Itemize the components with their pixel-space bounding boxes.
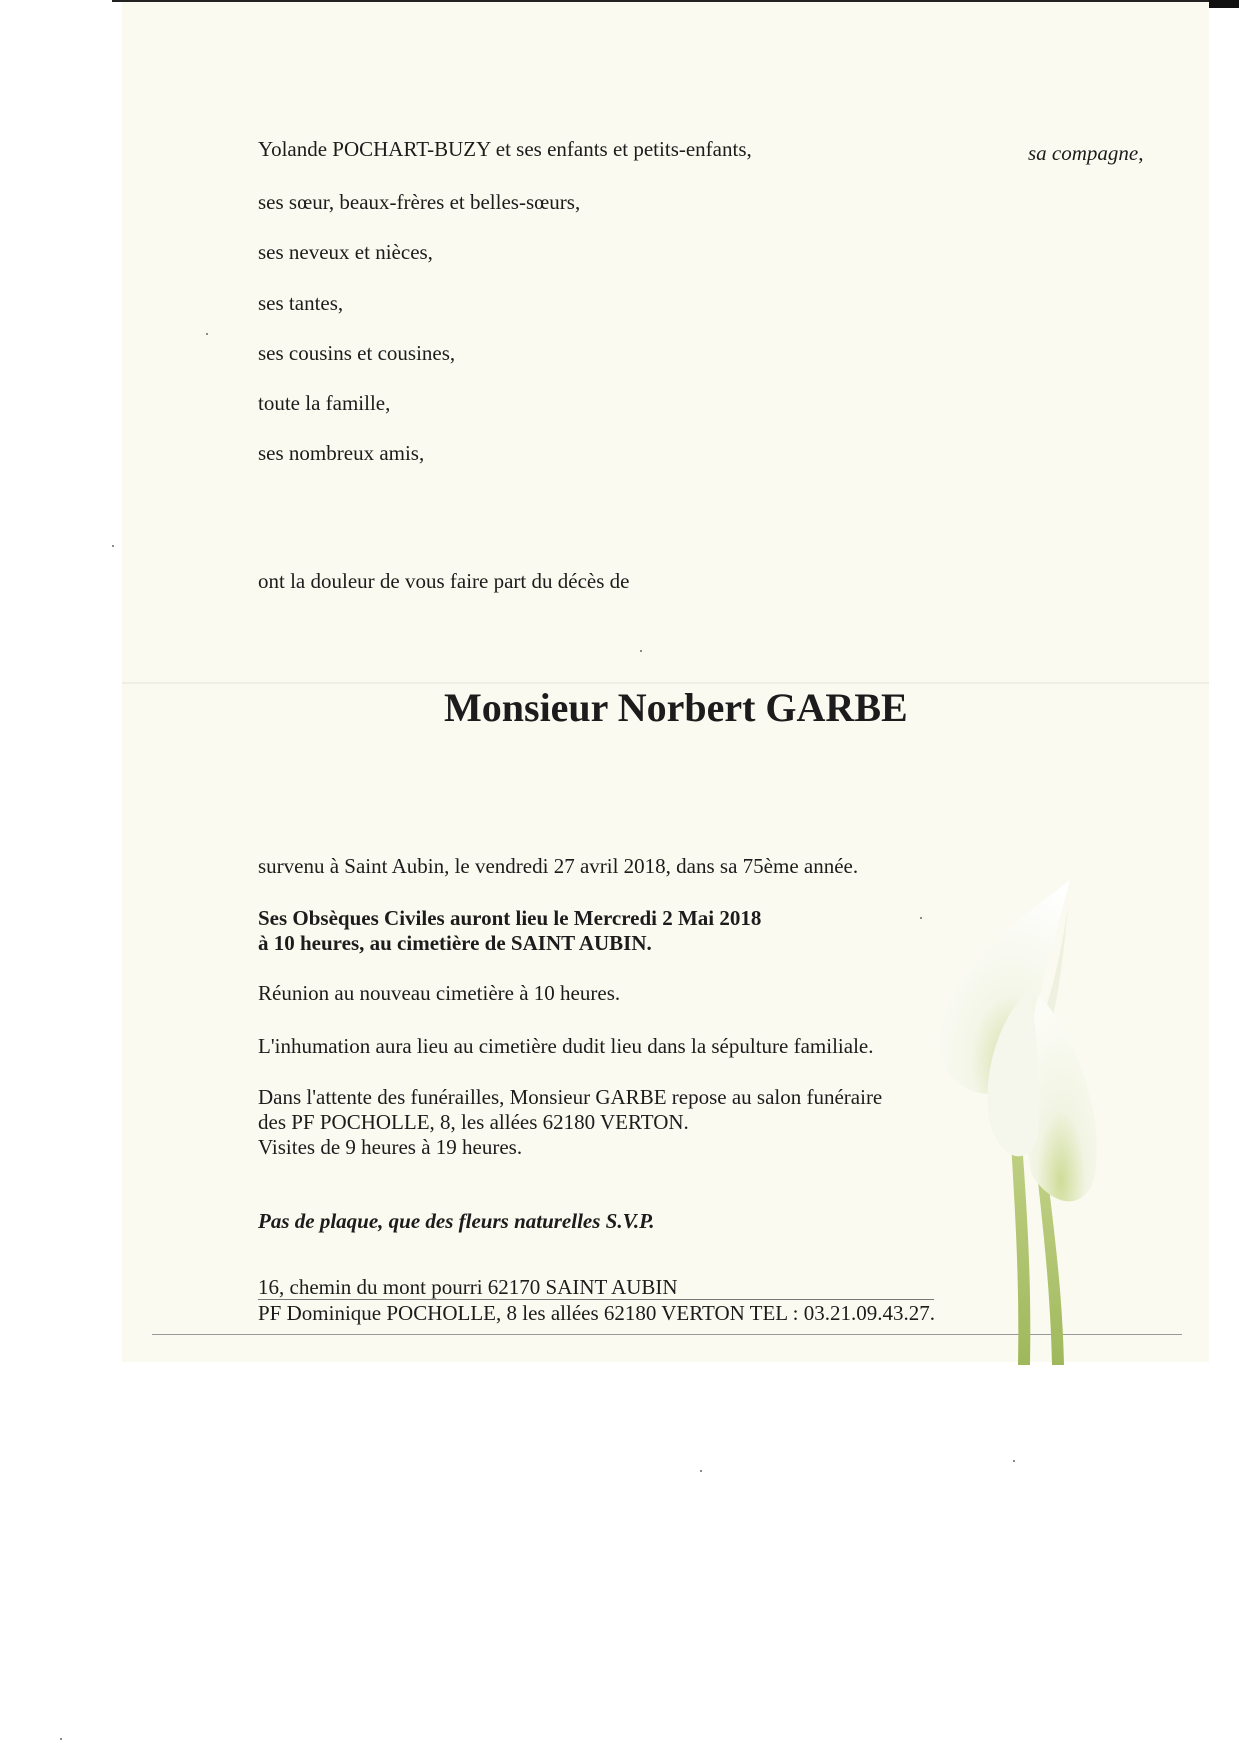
family-line-2: ses sœur, beaux-frères et belles-sœurs, (258, 190, 581, 214)
funeral-line-2: à 10 heures, au cimetière de SAINT AUBIN. (258, 931, 652, 955)
family-line-1-right: sa compagne, (1028, 141, 1144, 165)
funeral-line-1: Ses Obsèques Civiles auront lieu le Mercredi 2 Mai 2018 (258, 906, 762, 930)
family-line-4: ses tantes, (258, 291, 344, 315)
page-corner-mark (1209, 0, 1239, 8)
meeting-info: Réunion au nouveau cimetière à 10 heures. (258, 981, 621, 1005)
burial-info: L'inhumation aura lieu au cimetière dudit lieu dans la sépulture familiale. (258, 1034, 874, 1058)
calla-lily-icon (920, 875, 1130, 1365)
family-line-1: Yolande POCHART-BUZY et ses enfants et petits-enfants, (258, 137, 752, 161)
scan-speck (206, 333, 208, 335)
family-line-5: ses cousins et cousines, (258, 341, 456, 365)
family-line-3: ses neveux et nièces, (258, 240, 433, 264)
family-line-6: toute la famille, (258, 391, 391, 415)
family-line-7: ses nombreux amis, (258, 441, 425, 465)
scan-speck (640, 650, 642, 652)
rest-line-1: Dans l'attente des funérailles, Monsieur GARBE repose au salon funéraire (258, 1085, 883, 1109)
death-details: survenu à Saint Aubin, le vendredi 27 avril 2018, dans sa 75ème année. (258, 854, 859, 878)
deceased-name: Monsieur Norbert GARBE (444, 685, 908, 730)
rest-line-3: Visites de 9 heures à 19 heures. (258, 1135, 523, 1159)
footer-address: 16, chemin du mont pourri 62170 SAINT AUBIN (258, 1275, 678, 1299)
flowers-note: Pas de plaque, que des fleurs naturelles S.V.P. (258, 1209, 655, 1233)
scan-speck (60, 1738, 62, 1740)
scan-speck (700, 1470, 702, 1472)
scan-speck (112, 545, 114, 547)
scan-speck (1013, 1460, 1015, 1462)
rest-line-2: des PF POCHOLLE, 8, les allées 62180 VERTON. (258, 1110, 689, 1134)
footer-funeral-home: PF Dominique POCHOLLE, 8 les allées 62180 VERTON TEL : 03.21.09.43.27. (258, 1301, 935, 1325)
announcement-text: ont la douleur de vous faire part du décès de (258, 569, 630, 593)
scan-speck (920, 917, 922, 919)
